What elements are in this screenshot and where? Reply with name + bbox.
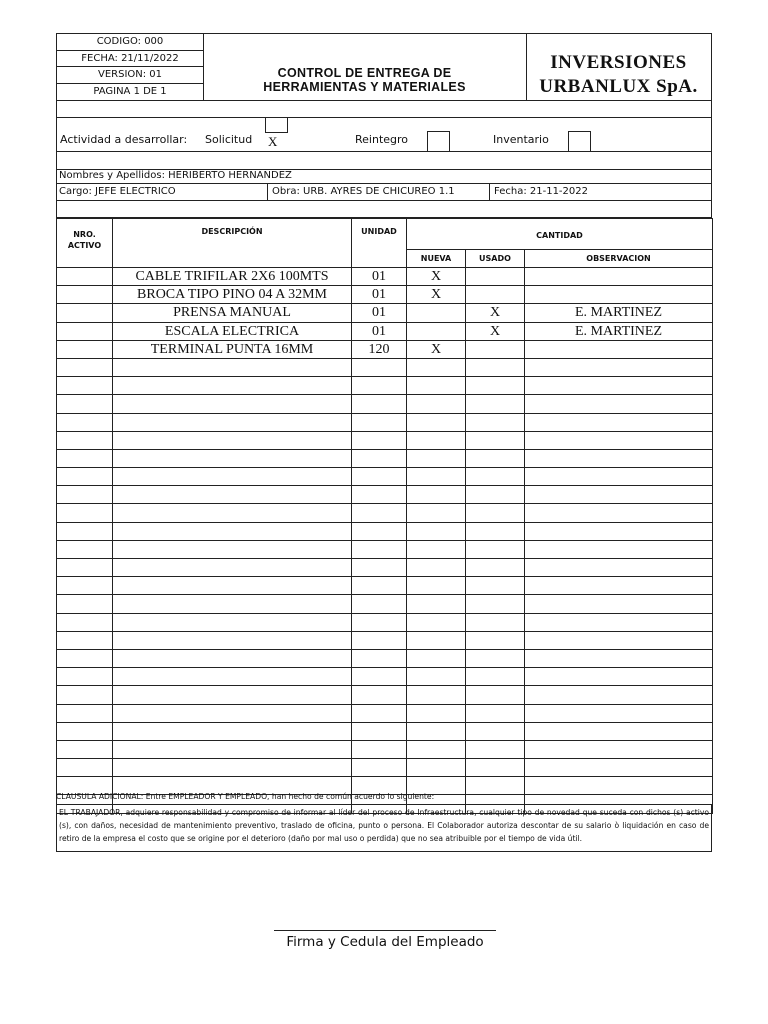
table-body	[57, 268, 713, 814]
cell-nueva[interactable]	[407, 704, 466, 722]
table-row	[57, 268, 713, 286]
cell-unidad[interactable]	[352, 631, 407, 649]
inventario-checkbox[interactable]	[568, 131, 591, 152]
cell-desc[interactable]	[113, 577, 352, 595]
cell-nro[interactable]	[57, 358, 113, 376]
cell-nro[interactable]	[57, 668, 113, 686]
cell-nueva[interactable]	[407, 668, 466, 686]
fecha-field: Fecha: 21-11-2022	[489, 184, 588, 200]
cell-nueva[interactable]	[407, 686, 466, 704]
fecha-text: FECHA: 21/11/2022	[57, 51, 203, 68]
cell-nueva[interactable]	[407, 304, 466, 322]
table-row	[57, 431, 713, 449]
cell-desc[interactable]	[113, 649, 352, 667]
table-row	[57, 631, 713, 649]
cell-unidad[interactable]	[352, 577, 407, 595]
cell-nro[interactable]	[57, 649, 113, 667]
cell-nro[interactable]	[57, 759, 113, 777]
cell-usado[interactable]	[466, 377, 525, 395]
cell-usado[interactable]	[466, 668, 525, 686]
cell-unidad[interactable]: 01	[352, 322, 407, 340]
cell-usado[interactable]	[466, 522, 525, 540]
table-row	[57, 613, 713, 631]
company-line2: URBANLUX SpA.	[539, 76, 698, 97]
cell-desc[interactable]	[113, 468, 352, 486]
cell-desc[interactable]	[113, 559, 352, 577]
cell-nro[interactable]	[57, 704, 113, 722]
cell-obs[interactable]	[525, 540, 713, 558]
cell-nueva[interactable]	[407, 431, 466, 449]
cell-nueva[interactable]: X	[407, 286, 466, 304]
cell-nueva[interactable]	[407, 740, 466, 758]
table-row	[57, 540, 713, 558]
col-nueva-header: NUEVA	[407, 249, 466, 267]
cell-usado[interactable]	[466, 649, 525, 667]
cell-usado[interactable]	[466, 268, 525, 286]
pagina-text: PAGINA 1 DE 1	[93, 85, 167, 97]
cell-nro[interactable]	[57, 613, 113, 631]
cell-unidad[interactable]	[352, 540, 407, 558]
table-row	[57, 486, 713, 504]
cell-nro[interactable]	[57, 377, 113, 395]
cell-unidad[interactable]	[352, 686, 407, 704]
form-title	[203, 66, 526, 94]
cell-desc[interactable]	[113, 722, 352, 740]
cell-nro[interactable]	[57, 595, 113, 613]
cell-nro[interactable]	[57, 559, 113, 577]
version-text: VERSION: 01	[57, 67, 203, 84]
cell-unidad[interactable]	[352, 522, 407, 540]
cell-nueva[interactable]	[407, 413, 466, 431]
table-row	[57, 286, 713, 304]
cell-nueva[interactable]	[407, 759, 466, 777]
cell-desc[interactable]	[113, 704, 352, 722]
cell-unidad[interactable]	[352, 559, 407, 577]
table-row	[57, 304, 713, 322]
clausula-text: EL TRABAJADOR, adquiere responsabilidad y compromiso de informar al líder del proceso de Infraestructura, cualquier tipo de novedad que suceda con dichos (s) activo (s), con daños, necesidad de mantenimiento preventivo, traslado de oficina, punto o persona. El Colaborador autoriza descontar de su salario ò liquidación en caso de retiro de la empresa el costo que se origine por el deterioro (daño por mal uso o perdida) que no sea atribuible por el tiempo de vida útil.	[56, 804, 712, 852]
cell-unidad[interactable]	[352, 759, 407, 777]
table-row	[57, 759, 713, 777]
table-row	[57, 322, 713, 340]
cell-nro[interactable]	[57, 686, 113, 704]
cell-usado[interactable]	[466, 631, 525, 649]
cell-nueva[interactable]: X	[407, 340, 466, 358]
table-row	[57, 704, 713, 722]
table-row	[57, 559, 713, 577]
document-meta	[57, 34, 204, 100]
cell-unidad[interactable]	[352, 649, 407, 667]
table-row	[57, 377, 713, 395]
cell-usado[interactable]	[466, 431, 525, 449]
col-unidad-header: UNIDAD	[352, 219, 407, 268]
cell-obs[interactable]	[525, 668, 713, 686]
cell-unidad[interactable]	[352, 740, 407, 758]
cell-desc[interactable]: BROCA TIPO PINO 04 A 32MM	[113, 286, 352, 304]
cell-obs[interactable]	[525, 577, 713, 595]
cell-desc[interactable]	[113, 740, 352, 758]
inventario-label: Inventario	[493, 133, 549, 146]
col-usado-header: USADO	[466, 249, 525, 267]
cell-nueva[interactable]	[407, 322, 466, 340]
cell-obs[interactable]	[525, 649, 713, 667]
cell-desc[interactable]	[113, 377, 352, 395]
cell-obs[interactable]	[525, 340, 713, 358]
table-row	[57, 686, 713, 704]
cell-obs[interactable]	[525, 704, 713, 722]
cell-obs[interactable]: E. MARTINEZ	[525, 322, 713, 340]
cell-unidad[interactable]	[352, 486, 407, 504]
cell-unidad[interactable]	[352, 358, 407, 376]
cell-unidad[interactable]: 01	[352, 286, 407, 304]
table-row	[57, 668, 713, 686]
cell-obs[interactable]	[525, 595, 713, 613]
employee-cargo: Cargo: JEFE ELECTRICO	[59, 186, 176, 197]
cell-nro[interactable]	[57, 449, 113, 467]
cell-usado[interactable]	[466, 759, 525, 777]
form-header	[56, 33, 712, 101]
cell-obs[interactable]	[525, 377, 713, 395]
table-row	[57, 340, 713, 358]
codigo-text: CODIGO: 000	[57, 34, 203, 51]
cell-nro[interactable]	[57, 304, 113, 322]
cell-nueva[interactable]	[407, 631, 466, 649]
obra-field: Obra: URB. AYRES DE CHICUREO 1.1	[267, 184, 455, 200]
cell-nueva[interactable]: X	[407, 268, 466, 286]
cell-unidad[interactable]: 01	[352, 304, 407, 322]
cell-obs[interactable]	[525, 486, 713, 504]
cell-usado[interactable]	[466, 740, 525, 758]
cell-usado[interactable]	[466, 486, 525, 504]
cell-nro[interactable]	[57, 413, 113, 431]
cell-unidad[interactable]	[352, 613, 407, 631]
form-title-line2: HERRAMIENTAS Y MATERIALES	[263, 80, 466, 94]
col-obs-header: OBSERVACION	[525, 249, 713, 267]
cell-desc[interactable]	[113, 358, 352, 376]
cell-desc[interactable]	[113, 413, 352, 431]
cell-nro[interactable]	[57, 486, 113, 504]
blank-row	[56, 152, 712, 170]
solicitud-mark: X	[268, 134, 278, 149]
signature-line: Firma y Cedula del Empleado	[274, 930, 496, 950]
cell-usado[interactable]: X	[466, 304, 525, 322]
table-row	[57, 722, 713, 740]
employee-details-row	[56, 184, 712, 201]
cell-usado[interactable]	[466, 449, 525, 467]
cell-usado[interactable]	[466, 595, 525, 613]
cell-obs[interactable]	[525, 522, 713, 540]
cell-obs[interactable]	[525, 686, 713, 704]
cell-nro[interactable]	[57, 722, 113, 740]
company-line1: INVERSIONES	[550, 52, 687, 73]
cell-nueva[interactable]	[407, 468, 466, 486]
cell-nueva[interactable]	[407, 540, 466, 558]
cell-obs[interactable]	[525, 268, 713, 286]
cell-usado[interactable]	[466, 559, 525, 577]
reintegro-checkbox[interactable]	[427, 131, 450, 152]
cell-nueva[interactable]	[407, 595, 466, 613]
cell-unidad[interactable]	[352, 449, 407, 467]
cell-nueva[interactable]	[407, 486, 466, 504]
cell-nro[interactable]	[57, 340, 113, 358]
cell-nro[interactable]	[57, 286, 113, 304]
table-row	[57, 522, 713, 540]
cell-nro[interactable]	[57, 395, 113, 413]
employee-name: Nombres y Apellidos: HERIBERTO HERNANDEZ	[59, 170, 292, 181]
cell-desc[interactable]	[113, 686, 352, 704]
cell-nro[interactable]	[57, 540, 113, 558]
cell-nro[interactable]	[57, 268, 113, 286]
col-nro-header: NRO. ACTIVO	[57, 219, 113, 268]
cell-obs[interactable]	[525, 449, 713, 467]
cell-obs[interactable]	[525, 559, 713, 577]
table-row	[57, 358, 713, 376]
cell-nueva[interactable]	[407, 613, 466, 631]
table-row	[57, 740, 713, 758]
company-name	[526, 34, 711, 100]
cell-unidad[interactable]	[352, 704, 407, 722]
activity-row	[56, 118, 712, 152]
solicitud-label: Solicitud	[205, 133, 253, 146]
cell-usado[interactable]	[466, 577, 525, 595]
cell-usado[interactable]	[466, 540, 525, 558]
cell-unidad[interactable]	[352, 377, 407, 395]
items-table	[56, 218, 713, 814]
employee-name-row	[56, 170, 712, 184]
cell-obs[interactable]	[525, 468, 713, 486]
cell-desc[interactable]: TERMINAL PUNTA 16MM	[113, 340, 352, 358]
reintegro-label: Reintegro	[355, 133, 409, 146]
cell-usado[interactable]	[466, 340, 525, 358]
cell-unidad[interactable]	[352, 722, 407, 740]
cell-desc[interactable]	[113, 540, 352, 558]
cell-usado[interactable]	[466, 395, 525, 413]
table-row	[57, 649, 713, 667]
cell-nueva[interactable]	[407, 559, 466, 577]
cell-unidad[interactable]	[352, 395, 407, 413]
form-title-line1: CONTROL DE ENTREGA DE	[277, 66, 452, 80]
cell-nueva[interactable]	[407, 358, 466, 376]
cell-unidad[interactable]	[352, 413, 407, 431]
cell-usado[interactable]	[466, 358, 525, 376]
table-row	[57, 504, 713, 522]
cell-desc[interactable]	[113, 449, 352, 467]
cell-unidad[interactable]	[352, 595, 407, 613]
cell-desc[interactable]	[113, 668, 352, 686]
cell-nro[interactable]	[57, 522, 113, 540]
cell-nro[interactable]	[57, 431, 113, 449]
cell-nro[interactable]	[57, 322, 113, 340]
cell-usado[interactable]	[466, 413, 525, 431]
cell-unidad[interactable]	[352, 468, 407, 486]
cell-nueva[interactable]	[407, 577, 466, 595]
cell-nro[interactable]	[57, 577, 113, 595]
cell-nueva[interactable]	[407, 649, 466, 667]
cell-obs[interactable]	[525, 286, 713, 304]
cell-obs[interactable]	[525, 722, 713, 740]
cell-obs[interactable]	[525, 504, 713, 522]
cell-desc[interactable]: ESCALA ELECTRICA	[113, 322, 352, 340]
table-row	[57, 449, 713, 467]
cell-unidad[interactable]: 120	[352, 340, 407, 358]
cell-desc[interactable]	[113, 504, 352, 522]
cell-nro[interactable]	[57, 740, 113, 758]
cell-unidad[interactable]	[352, 668, 407, 686]
solicitud-checkbox[interactable]	[265, 117, 288, 133]
cell-desc[interactable]	[113, 613, 352, 631]
cell-desc[interactable]	[113, 631, 352, 649]
cell-obs[interactable]	[525, 631, 713, 649]
table-row	[57, 468, 713, 486]
cell-desc[interactable]	[113, 431, 352, 449]
cell-desc[interactable]	[113, 759, 352, 777]
cell-nro[interactable]	[57, 631, 113, 649]
cell-desc[interactable]	[113, 522, 352, 540]
cell-unidad[interactable]	[352, 504, 407, 522]
cell-usado[interactable]	[466, 468, 525, 486]
cell-desc[interactable]	[113, 486, 352, 504]
cell-nueva[interactable]	[407, 449, 466, 467]
cell-obs[interactable]	[525, 395, 713, 413]
table-row	[57, 577, 713, 595]
clausula-title: CLAUSULA ADICIONAL: Entre EMPLEADOR Y EMPLEADO, han hecho de común acuerdo lo siguiente:	[56, 792, 435, 801]
activity-label: Actividad a desarrollar:	[60, 133, 188, 146]
cell-unidad[interactable]	[352, 431, 407, 449]
form-page	[56, 33, 712, 843]
form-title-box	[203, 34, 527, 100]
cell-nueva[interactable]	[407, 722, 466, 740]
cell-desc[interactable]	[113, 395, 352, 413]
cell-nro[interactable]	[57, 468, 113, 486]
cell-usado[interactable]	[466, 613, 525, 631]
table-row	[57, 595, 713, 613]
cell-usado[interactable]	[466, 704, 525, 722]
table-header-row	[57, 219, 713, 250]
cell-nueva[interactable]	[407, 395, 466, 413]
cell-unidad[interactable]: 01	[352, 268, 407, 286]
cell-obs[interactable]	[525, 759, 713, 777]
table-row	[57, 413, 713, 431]
cell-obs[interactable]: E. MARTINEZ	[525, 304, 713, 322]
cell-obs[interactable]	[525, 613, 713, 631]
col-cantidad-header: CANTIDAD	[407, 219, 713, 250]
cell-obs[interactable]	[525, 740, 713, 758]
cell-usado[interactable]: X	[466, 322, 525, 340]
cell-nueva[interactable]	[407, 504, 466, 522]
cell-nueva[interactable]	[407, 522, 466, 540]
cell-obs[interactable]	[525, 413, 713, 431]
col-desc-header: DESCRIPCIÓN	[113, 219, 352, 268]
cell-desc[interactable]: PRENSA MANUAL	[113, 304, 352, 322]
cell-usado[interactable]	[466, 722, 525, 740]
cell-usado[interactable]	[466, 286, 525, 304]
cell-obs[interactable]	[525, 431, 713, 449]
cell-usado[interactable]	[466, 686, 525, 704]
cell-usado[interactable]	[466, 504, 525, 522]
blank-row-2	[56, 201, 712, 218]
cell-desc[interactable]	[113, 595, 352, 613]
spacer-row	[56, 101, 712, 118]
cell-obs[interactable]	[525, 358, 713, 376]
cell-nueva[interactable]	[407, 377, 466, 395]
table-row	[57, 395, 713, 413]
cell-desc[interactable]: CABLE TRIFILAR 2X6 100MTS	[113, 268, 352, 286]
cell-nro[interactable]	[57, 504, 113, 522]
